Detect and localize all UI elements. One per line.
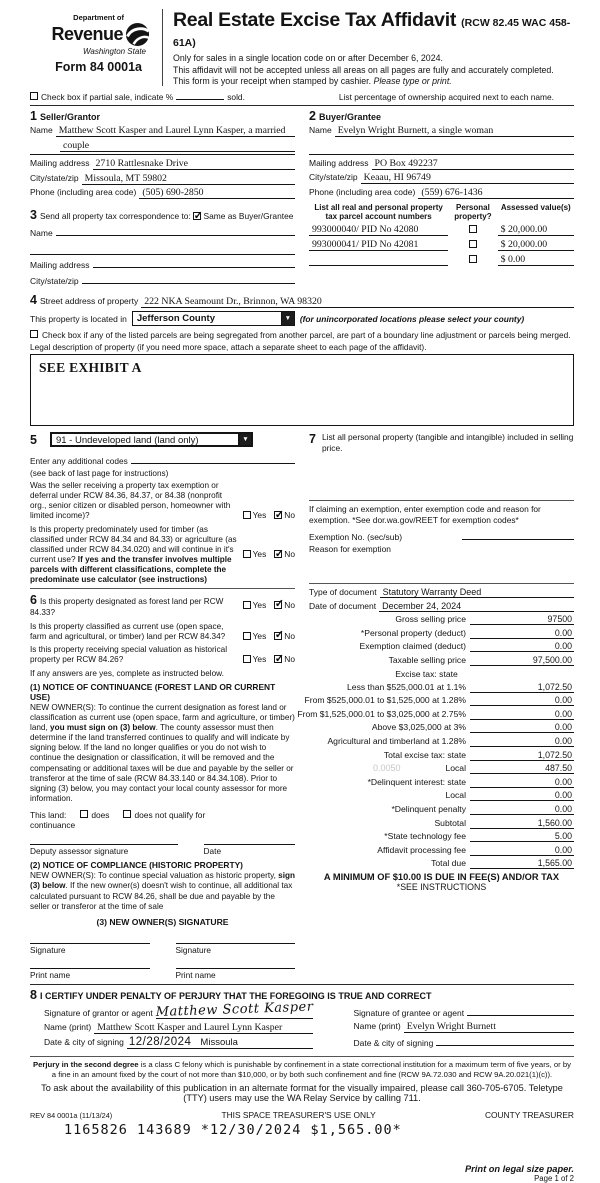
grantor-printname-field[interactable]: Matthew Scott Kasper and Laurel Lynn Kasper bbox=[94, 1022, 313, 1034]
page-number: Page 1 of 2 bbox=[534, 1173, 574, 1183]
question-timber: Is this property predominately used for timber (as classified under RCW 84.34 and 84.33) or agriculture (as classified under RCW 84.34.020) and will continue in it's current use? If yes and the transfer involves multiple parcels with different classifications, complete the predominate use calculator (see instructions) Yes ✓ No bbox=[30, 525, 295, 585]
rev-number: REV 84 0001a (11/13/24) bbox=[30, 1110, 113, 1120]
assessed-value-field[interactable]: $ 0.00 bbox=[498, 254, 574, 266]
located-in-label: This property is located in bbox=[30, 313, 127, 324]
correspondence-name-label: Name bbox=[30, 227, 53, 238]
personal-property-checkbox[interactable] bbox=[469, 225, 477, 233]
form-title: Real Estate Excise Tax Affidavit (RCW 82.45 WAC 458-61A) bbox=[173, 9, 571, 50]
tax-row: *Personal property (deduct) 0.00 bbox=[360, 627, 572, 638]
assessed-value-field[interactable]: $ 20,000.00 bbox=[498, 224, 574, 236]
question-historical: Is this property receiving special valuation as historical property per RCW 84.26? Yes ✓ No bbox=[30, 645, 295, 665]
correspondence-mailing-label: Mailing address bbox=[30, 260, 90, 271]
tax-row: Agricultural and timberland at 1.28% 0.00 bbox=[327, 735, 572, 746]
exemption-note: If claiming an exemption, enter exemption code and reason for exemption. *See dor.wa.gov/REET for exemption codes* bbox=[309, 504, 541, 526]
buyer-name-field[interactable]: Evelyn Wright Burnett, a single woman bbox=[335, 125, 574, 137]
section-2-number: 2 bbox=[309, 108, 316, 123]
buyer-phone-field[interactable]: (559) 676-1436 bbox=[418, 187, 574, 199]
correspondence-mailing-field[interactable] bbox=[93, 257, 295, 268]
grantee-signature-field[interactable] bbox=[467, 1005, 574, 1016]
local-tax-row: 0.0050 Local 487.50 bbox=[373, 763, 572, 774]
buyer-citystate-label: City/state/zip bbox=[309, 172, 358, 183]
personal-property-checkbox[interactable] bbox=[469, 240, 477, 248]
forest-no-checkbox[interactable] bbox=[274, 601, 282, 609]
header-notes: Only for sales in a single location code on or after December 6, 2024. This affidavit will not be accepted unless all areas on all pages are fully and accurately completed. This form is your receipt when stamped by cashier. Please type or print. bbox=[173, 52, 554, 87]
tax-row: *Delinquent penalty 0.00 bbox=[391, 803, 572, 814]
does-not-checkbox[interactable] bbox=[123, 810, 131, 818]
historical-no-checkbox[interactable] bbox=[274, 655, 282, 663]
owner-printname-row bbox=[30, 968, 295, 980]
owner-printname-field-1[interactable]: Print name bbox=[30, 968, 150, 980]
personal-property-checkbox[interactable] bbox=[469, 255, 477, 263]
q1-yes-checkbox[interactable] bbox=[243, 511, 251, 519]
tax-row: Gross selling price 97500 bbox=[395, 614, 572, 625]
q2-no-checkbox[interactable] bbox=[274, 550, 282, 558]
footer-rule bbox=[30, 1056, 574, 1057]
perjury-note: Perjury in the second degree is a class C felony which is punishable by confinement in a state correctional institution for a maximum term of five years, or by a fine in an amount fixed by the court of not more than $10,000, or by both such confinement and fine (RCW 9A.72.030 and RCW 9A.20.021(1)(c)). bbox=[33, 1059, 571, 1079]
tax-value-field[interactable]: 0.00 bbox=[470, 695, 574, 706]
owner-signature-field-2[interactable]: Signature bbox=[176, 943, 296, 955]
correspondence-blank-line[interactable] bbox=[30, 244, 295, 255]
document-divider bbox=[309, 583, 574, 584]
land-use-dropdown-value: 91 - Undeveloped land (land only) bbox=[55, 435, 199, 447]
tax-value-field[interactable]: 0.00 bbox=[470, 736, 574, 747]
tax-row: Above $3,025,000 at 3% 0.00 bbox=[371, 722, 572, 733]
minimum-due-note: A MINIMUM OF $10.00 IS DUE IN FEE(S) AND/OR TAX bbox=[323, 871, 560, 882]
personal-property-label: List all personal property (tangible and intangible) included in selling price. bbox=[321, 432, 574, 453]
partial-sale-label: Check box if partial sale, indicate % bbox=[41, 91, 174, 102]
additional-codes-field[interactable] bbox=[131, 453, 295, 464]
section-8-number: 8 bbox=[30, 987, 37, 1002]
grantee-datecity-field[interactable] bbox=[436, 1035, 574, 1046]
parcel-row bbox=[309, 224, 574, 236]
rcw-reference: (RCW 82.45 WAC 458-61A) bbox=[173, 17, 571, 50]
tax-row: *Delinquent interest: state 0.00 bbox=[367, 776, 572, 787]
buyer-section bbox=[309, 109, 574, 289]
buyer-mailing-field[interactable]: PO Box 492237 bbox=[372, 158, 574, 170]
if-any-yes-note: If any answers are yes, complete as instructed below. bbox=[30, 668, 224, 678]
buyer-citystate-field[interactable]: Keaau, HI 96749 bbox=[361, 172, 574, 184]
grantor-certify-column bbox=[30, 999, 314, 1052]
question-forest-land: 6 Is this property designated as forest land per RCW 84.33? Yes ✓ No bbox=[30, 593, 295, 618]
revenue-swirl-icon bbox=[125, 22, 150, 47]
tax-value-field[interactable]: 5.00 bbox=[470, 831, 574, 842]
question-exemption: Was the seller receiving a property tax exemption or deferral under RCW 84.36, 84.37, or 84.38 (nonprofit org., senior citizen or disabled person, homeowner with limited income)? Yes ✓ No bbox=[30, 481, 295, 521]
partial-sale-checkbox[interactable] bbox=[30, 92, 38, 100]
grantor-sig-label: Signature of grantor or agent bbox=[44, 1008, 153, 1019]
tax-value-field[interactable]: 0.00 bbox=[470, 722, 574, 733]
additional-codes-label: Enter any additional codes bbox=[30, 456, 128, 467]
legal-description-label: Legal description of property (if you need more space, attach a separate sheet to each page of the affidavit). bbox=[30, 342, 427, 353]
continuance-word: continuance bbox=[30, 820, 76, 831]
tax-value-field[interactable]: 1,072.50 bbox=[470, 682, 574, 693]
dor-logo bbox=[30, 7, 150, 88]
tax-value-field[interactable]: 0.00 bbox=[470, 641, 574, 652]
forest-yes-checkbox[interactable] bbox=[243, 601, 251, 609]
grantor-print-label: Name (print) bbox=[44, 1021, 92, 1032]
treasurer-stamp: 1165826 143689 *12/30/2024 $1,565.00* bbox=[64, 1121, 402, 1138]
legal-description-text: SEE EXHIBIT A bbox=[39, 360, 142, 376]
this-land-row: This land: does does not qualify for bbox=[30, 810, 206, 821]
buyer-mailing-label: Mailing address bbox=[309, 157, 369, 168]
section-7-number: 7 bbox=[309, 432, 316, 447]
current-use-yes-checkbox[interactable] bbox=[243, 632, 251, 640]
buyer-name-label: Name bbox=[309, 125, 332, 136]
parcel-account-field[interactable]: 993000041/ PID No 42081 bbox=[309, 239, 448, 251]
footer-meta-row bbox=[30, 1110, 574, 1120]
this-land-label: This land: bbox=[30, 810, 67, 821]
tax-value-field[interactable]: 0.00 bbox=[470, 845, 574, 856]
buyer-name-field-line2[interactable] bbox=[309, 144, 574, 155]
tax-value-field[interactable]: 1,560.00 bbox=[470, 818, 574, 829]
section-6-number: 6 bbox=[30, 592, 37, 607]
header-divider bbox=[162, 9, 163, 86]
personal-property-blank-area[interactable] bbox=[309, 453, 574, 497]
correspondence-section bbox=[30, 208, 295, 222]
partial-sale-percent-field[interactable] bbox=[176, 91, 224, 100]
tax-row: Less than $525,000.01 at 1.1% 1,072.50 bbox=[347, 681, 572, 692]
seller-citystate-field[interactable]: Missoula, MT 59802 bbox=[82, 173, 295, 185]
question-current-use: Is this property classified as current use (open space, farm and agricultural, or timber) land per RCW 84.34? Yes ✓ No bbox=[30, 622, 295, 642]
same-as-buyer-checkbox[interactable] bbox=[193, 212, 201, 220]
tax-row: Local 0.00 bbox=[445, 790, 572, 801]
notice-compliance-body: NEW OWNER(S): To continue special valuation as historic property, sign (3) below. If the new owner(s) doesn't wish to continue, all additional tax calculated pursuant to RCW 84.26, shall be due and payable by the seller or transferor at the time of sale bbox=[30, 871, 295, 911]
county-dropdown-value: Jefferson County bbox=[136, 313, 215, 325]
grantor-date-label: Date & city of signing bbox=[44, 1037, 124, 1048]
exemption-divider bbox=[309, 500, 574, 501]
tax-value-field[interactable]: 487.50 bbox=[470, 763, 574, 774]
seller-name-field[interactable]: Matthew Scott Kasper and Laurel Lynn Kasper, a married bbox=[56, 125, 295, 137]
tax-value-field[interactable]: 97500 bbox=[470, 614, 574, 625]
current-use-no-checkbox[interactable] bbox=[274, 632, 282, 640]
seller-mailing-field[interactable]: 2710 Rattlesnake Drive bbox=[93, 158, 295, 170]
grantee-sig-label: Signature of grantee or agent bbox=[353, 1008, 465, 1019]
correspondence-label: Send all property tax correspondence to: bbox=[39, 211, 191, 222]
notice-continuance-title: (1) NOTICE OF CONTINUANCE (FOREST LAND OR CURRENT USE) bbox=[30, 681, 276, 702]
segregated-checkbox[interactable] bbox=[30, 330, 38, 338]
doc-date-label: Date of document bbox=[309, 600, 377, 611]
seller-phone-label: Phone (including area code) bbox=[30, 187, 137, 198]
does-checkbox[interactable] bbox=[80, 810, 88, 818]
tax-row: *State technology fee 5.00 bbox=[384, 831, 572, 842]
deputy-date-field[interactable]: Date bbox=[204, 844, 295, 856]
dept-of-label: Department of bbox=[73, 13, 124, 22]
section-4-number: 4 bbox=[30, 293, 37, 308]
notice-continuance-body: NEW OWNER(S): To continue the current designation as forest land or classification as current use (open space, farm and agriculture, or timber) land, you must sign on (3) below. The county assessor must then determine if the land transferred continues to qualify and will indicate by signing below. If the land no longer qualifies or you do not wish to continue the designation or classification, it will be removed and the compensating or additional taxes will be due and payable by the seller or transferor at the time of sale (RCW 84.33.140 or 84.34.108). Prior to signing (3) below, you may contact your local county assessor for more information. bbox=[30, 702, 295, 804]
seller-title: Seller/Grantor bbox=[39, 111, 100, 122]
tax-row: Subtotal 1,560.00 bbox=[434, 817, 572, 828]
ownership-note: List percentage of ownership acquired next to each name. bbox=[338, 91, 554, 102]
seller-citystate-label: City/state/zip bbox=[30, 172, 79, 183]
doc-type-field[interactable]: Statutory Warranty Deed bbox=[380, 587, 574, 598]
seller-divider bbox=[30, 154, 295, 155]
section-7-tax-column bbox=[297, 432, 574, 980]
tax-value-field[interactable]: 1,565.00 bbox=[470, 858, 574, 869]
tax-row: Total due 1,565.00 bbox=[431, 858, 572, 869]
located-note: (for unincorporated locations please select your county) bbox=[299, 313, 525, 324]
deputy-signature-field[interactable]: Deputy assessor signature bbox=[30, 844, 178, 856]
tax-value-field[interactable]: 1,072.50 bbox=[470, 750, 574, 761]
doc-type-label: Type of document bbox=[309, 587, 377, 598]
legal-description-box[interactable] bbox=[30, 354, 574, 426]
same-as-buyer-label: Same as Buyer/Grantee bbox=[203, 211, 294, 222]
seller-name-label: Name bbox=[30, 125, 53, 136]
doc-date-field[interactable]: December 24, 2024 bbox=[379, 601, 574, 612]
grantee-print-label: Name (print) bbox=[353, 1020, 401, 1031]
land-use-dropdown-arrow-icon[interactable]: ▼ bbox=[238, 434, 251, 445]
owner-signature-field-1[interactable]: Signature bbox=[30, 943, 150, 955]
segregated-label: Check box if any of the listed parcels are being segregated from another parcel, are part of a boundary line adjustment or parcels being merged. bbox=[42, 330, 571, 341]
partial-sale-suffix: sold. bbox=[227, 91, 245, 102]
buyer-phone-label: Phone (including area code) bbox=[309, 186, 416, 197]
tax-row: Total excise tax: state 1,072.50 bbox=[383, 749, 572, 760]
buyer-title: Buyer/Grantee bbox=[318, 111, 381, 122]
treasurer-use-label: THIS SPACE TREASURER'S USE ONLY bbox=[221, 1109, 376, 1120]
codes-note: (see back of last page for instructions) bbox=[30, 468, 169, 478]
seller-mailing-label: Mailing address bbox=[30, 158, 90, 169]
correspondence-name-field[interactable] bbox=[56, 225, 295, 236]
notice-compliance-title: (2) NOTICE OF COMPLIANCE (HISTORIC PROPERTY) bbox=[30, 860, 243, 871]
reason-for-exemption-label: Reason for exemption bbox=[309, 544, 391, 555]
tax-value-field[interactable]: 0.00 bbox=[470, 777, 574, 788]
grantor-datecity-field[interactable]: 12/28/2024 Missoula bbox=[127, 1036, 314, 1049]
owner-signature-row bbox=[30, 943, 295, 955]
exemption-no-label: Exemption No. (sec/sub) bbox=[309, 531, 403, 542]
assessed-value-field[interactable]: $ 20,000.00 bbox=[498, 239, 574, 251]
tax-value-field[interactable]: 0.00 bbox=[470, 804, 574, 815]
tax-value-field[interactable]: 0.00 bbox=[470, 709, 574, 720]
parcel-account-field[interactable] bbox=[309, 254, 448, 266]
historical-yes-checkbox[interactable] bbox=[243, 655, 251, 663]
print-legal-note: Print on legal size paper. bbox=[464, 1163, 574, 1174]
q1-no-checkbox[interactable] bbox=[274, 511, 282, 519]
parcel-table-header: List all real and personal property tax parcel account numbers Personal property? Assessed value(s) bbox=[314, 202, 571, 221]
excise-tax-state-header: Excise tax: state bbox=[395, 668, 458, 679]
county-treasurer-label: COUNTY TREASURER bbox=[484, 1109, 574, 1120]
deputy-assessor-row bbox=[30, 844, 295, 856]
owner-printname-field-2[interactable]: Print name bbox=[176, 968, 296, 980]
grantee-date-label: Date & city of signing bbox=[353, 1038, 434, 1049]
section-1-number: 1 bbox=[30, 108, 37, 123]
form-header bbox=[30, 7, 574, 88]
section-5-6-column bbox=[30, 432, 295, 980]
section-5-number: 5 bbox=[30, 432, 37, 447]
partial-sale-bar bbox=[30, 91, 574, 102]
new-owners-signature-title: (3) NEW OWNER(S) SIGNATURE bbox=[96, 916, 229, 927]
correspondence-citystate-field[interactable] bbox=[82, 273, 295, 284]
section-3-number: 3 bbox=[30, 208, 37, 223]
property-section bbox=[30, 293, 574, 426]
certify-section bbox=[30, 988, 574, 1052]
washington-state-label: Washington State bbox=[82, 47, 146, 56]
tax-row: Exemption claimed (deduct) 0.00 bbox=[359, 641, 572, 652]
street-address-field[interactable]: 222 NKA Seamount Dr., Brinnon, WA 98320 bbox=[141, 296, 574, 308]
certify-rule bbox=[30, 984, 574, 985]
parcel-row bbox=[309, 254, 574, 266]
county-dropdown[interactable] bbox=[132, 311, 295, 326]
parcel-account-field[interactable]: 993000040/ PID No 42080 bbox=[309, 224, 448, 236]
parcel-row bbox=[309, 239, 574, 251]
see-instructions-note: *SEE INSTRUCTIONS bbox=[396, 881, 487, 892]
grantee-printname-field[interactable]: Evelyn Wright Burnett bbox=[404, 1021, 574, 1033]
correspondence-citystate-label: City/state/zip bbox=[30, 275, 79, 286]
tax-value-field[interactable]: 0.00 bbox=[470, 628, 574, 639]
tax-row: From $1,525,000.01 to $3,025,000 at 2.75% 0.00 bbox=[297, 708, 572, 719]
seller-section bbox=[30, 109, 295, 289]
street-address-label: Street address of property bbox=[39, 296, 139, 307]
revenue-wordmark: Revenue bbox=[51, 24, 123, 44]
tax-row: Taxable selling price 97,500.00 bbox=[388, 654, 572, 665]
land-use-dropdown[interactable] bbox=[50, 432, 253, 447]
seller-phone-field[interactable]: (505) 690-2850 bbox=[139, 187, 295, 199]
alt-format-note: To ask about the availability of this publication in an alternate format for the visually impaired, please call 360-705-6705. Teletype (TTY) users may use the WA Relay Service by calling 711. bbox=[41, 1082, 563, 1104]
form-number: Form 84 0001a bbox=[55, 60, 142, 74]
certify-title: I CERTIFY UNDER PENALTY OF PERJURY THAT THE FOREGOING IS TRUE AND CORRECT bbox=[39, 990, 432, 1001]
tax-row: Affidavit processing fee 0.00 bbox=[377, 844, 572, 855]
seller-name-field-line2[interactable]: couple bbox=[60, 140, 295, 152]
county-dropdown-arrow-icon[interactable]: ▼ bbox=[281, 312, 294, 325]
grantee-certify-column bbox=[339, 1003, 574, 1052]
tax-value-field[interactable]: 0.00 bbox=[470, 790, 574, 801]
section-6-divider bbox=[30, 588, 295, 589]
tax-row: From $525,000.01 to $1,525,000 at 1.28% 0.00 bbox=[304, 695, 572, 706]
exemption-no-field[interactable] bbox=[462, 529, 574, 540]
header-rule bbox=[30, 105, 574, 106]
grantor-signature-field[interactable] bbox=[155, 999, 314, 1021]
q2-yes-checkbox[interactable] bbox=[243, 550, 251, 558]
local-rate-watermark: 0.0050 bbox=[373, 763, 401, 774]
reason-blank-area[interactable] bbox=[309, 554, 574, 580]
tax-value-field[interactable]: 97,500.00 bbox=[470, 655, 574, 666]
grantor-signature-script: Matthew Scott Kasper bbox=[155, 999, 314, 1021]
